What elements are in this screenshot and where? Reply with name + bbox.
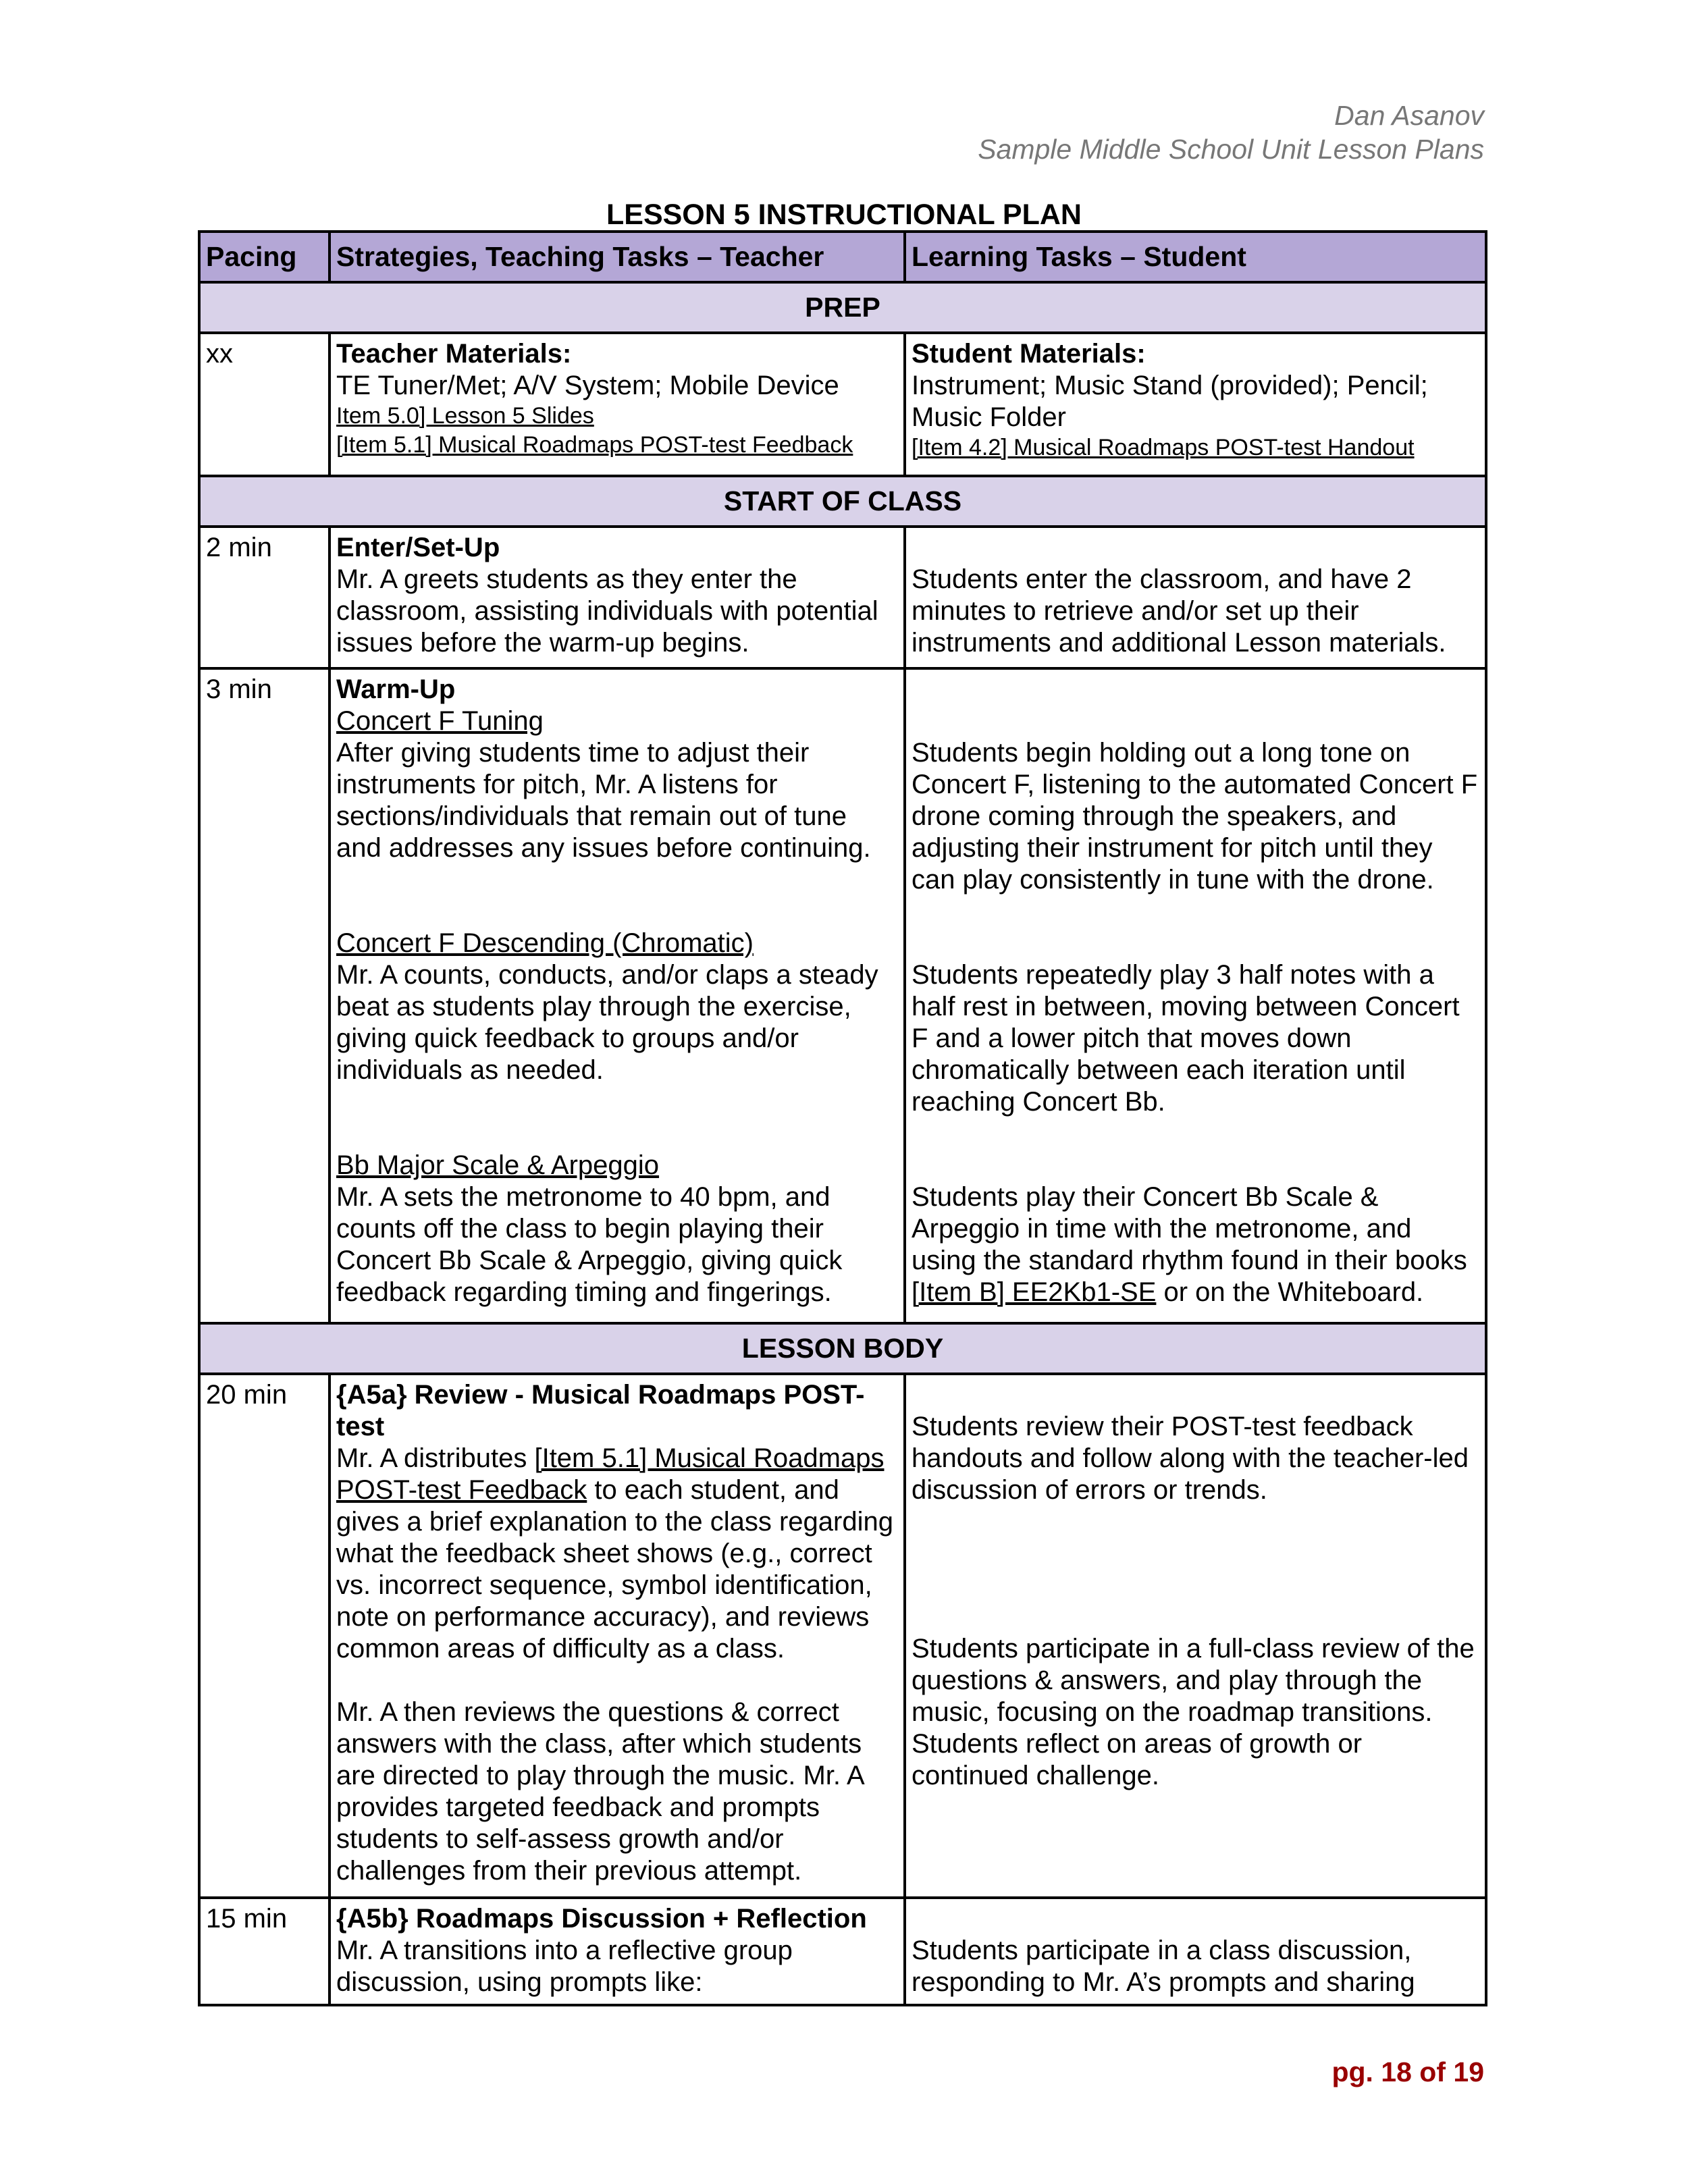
scale-arpeggio-title: Bb Major Scale & Arpeggio <box>336 1150 660 1180</box>
student-cell <box>905 333 1486 476</box>
review-heading: {A5a} Review - Musical Roadmaps POST-test <box>336 1380 865 1441</box>
table-row-enter <box>199 527 1486 668</box>
scale-student-text-start: Students play their Concert Bb Scale & Arpeggio in time with the metronome, and using the standard rhythm found in their books <box>912 1182 1467 1275</box>
tuning-student-text: Students begin holding out a long tone on Concert F, listening to the automated Concert F drone coming through the speakers, and adjusting their instrument for pitch until they can play consistently in tune with the drone. <box>912 738 1478 895</box>
column-header-teacher: Strategies, Teaching Tasks – Teacher <box>329 232 905 282</box>
student-cell <box>905 1374 1486 1898</box>
enter-setup-heading: Enter/Set-Up <box>336 533 500 562</box>
posttest-feedback-link[interactable]: [Item 5.1] Musical Roadmaps POST-test Feedback <box>336 432 853 458</box>
student-cell <box>905 668 1486 1323</box>
section-row-body <box>199 1323 1486 1374</box>
student-materials-heading: Student Materials: <box>912 339 1146 369</box>
page-header <box>978 99 1484 166</box>
table-row-review <box>199 1374 1486 1898</box>
review-student-text-2: Students participate in a full-class review of the questions & answers, and play through the music, focusing on the roadmap transitions. Students reflect on areas of growth or continued challenge. <box>912 1634 1475 1790</box>
section-row-start <box>199 476 1486 527</box>
teacher-cell <box>329 668 905 1323</box>
page-number: pg. 18 of 19 <box>1331 2056 1484 2087</box>
teacher-materials-list: TE Tuner/Met; A/V System; Mobile Device <box>336 371 839 400</box>
author-name: Dan Asanov <box>1334 100 1484 131</box>
student-materials-list: Instrument; Music Stand (provided); Pencil; Music Folder <box>912 371 1428 432</box>
section-label-prep: PREP <box>199 282 1486 333</box>
concert-f-tuning-title: Concert F Tuning <box>336 706 544 736</box>
discussion-heading: {A5b} Roadmaps Discussion + Reflection <box>336 1904 867 1934</box>
pacing-cell: 20 min <box>199 1374 329 1898</box>
lesson-title: LESSON 5 INSTRUCTIONAL PLAN <box>606 198 1082 231</box>
review-teacher-text-1 <box>336 1443 898 1665</box>
tuning-teacher-text: After giving students time to adjust their instruments for pitch, Mr. A listens for sections/individuals that remain out of tune and addresses any issues before continuing. <box>336 738 871 863</box>
scale-teacher-text: Mr. A sets the metronome to 40 bpm, and counts off the class to begin playing their Concert Bb Scale & Arpeggio, giving quick feedback regarding timing and fingerings. <box>336 1182 843 1307</box>
section-row-prep <box>199 282 1486 333</box>
posttest-handout-link[interactable]: [Item 4.2] Musical Roadmaps POST-test Handout <box>912 435 1415 460</box>
discussion-student-text: Students participate in a class discussion, responding to Mr. A’s prompts and sharing <box>912 1936 1415 1997</box>
pacing-cell: 3 min <box>199 668 329 1323</box>
posttest-feedback-inline-link[interactable]: [Item 5.1] Musical Roadmaps POST-test Feedback <box>336 1443 885 1505</box>
scale-student-text <box>912 1181 1479 1308</box>
pacing-cell: xx <box>199 333 329 476</box>
enter-teacher-text: Mr. A greets students as they enter the classroom, assisting individuals with potential issues before the warm-up begins. <box>336 564 878 658</box>
column-header-pacing: Pacing <box>199 232 329 282</box>
pacing-cell: 15 min <box>199 1898 329 2005</box>
discussion-teacher-text: Mr. A transitions into a reflective group discussion, using prompts like: <box>336 1936 793 1997</box>
warmup-heading: Warm-Up <box>336 674 456 704</box>
instructional-plan-table <box>198 230 1487 2006</box>
review-teacher-text-end: to each student, and gives a brief explanation to the class regarding what the feedback sheet shows (e.g., correct vs. incorrect sequence, symbol identification, note on performance accuracy), and reviews common areas of difficulty as a class. <box>336 1475 893 1663</box>
table-header-row <box>199 232 1486 282</box>
teacher-cell <box>329 333 905 476</box>
table-row-prep <box>199 333 1486 476</box>
review-teacher-text-start: Mr. A distributes <box>336 1443 535 1473</box>
section-label-start: START OF CLASS <box>199 476 1486 527</box>
teacher-materials-heading: Teacher Materials: <box>336 339 572 369</box>
scale-student-text-end: or on the Whiteboard. <box>1156 1277 1424 1307</box>
section-label-body: LESSON BODY <box>199 1323 1486 1374</box>
review-teacher-text-2: Mr. A then reviews the questions & correct answers with the class, after which students are directed to play through the music. Mr. A provides targeted feedback and prompts students to self-assess growth and/or challenges from their previous attempt. <box>336 1697 864 1886</box>
teacher-cell <box>329 1374 905 1898</box>
review-student-text-1: Students review their POST-test feedback handouts and follow along with the teacher-led discussion of errors or trends. <box>912 1412 1469 1505</box>
lesson-slides-link[interactable]: Item 5.0] Lesson 5 Slides <box>336 403 594 429</box>
chromatic-title: Concert F Descending (Chromatic) <box>336 928 754 958</box>
chromatic-student-text: Students repeatedly play 3 half notes with a half rest in between, moving between Concert F and a lower pitch that moves down chromatically between each iteration until reaching Concert Bb. <box>912 960 1460 1117</box>
student-cell <box>905 527 1486 668</box>
ee2kb1-link[interactable]: [Item B] EE2Kb1-SE <box>912 1277 1157 1307</box>
student-cell <box>905 1898 1486 2005</box>
chromatic-teacher-text: Mr. A counts, conducts, and/or claps a steady beat as students play through the exercise, giving quick feedback to groups and/or individuals as needed. <box>336 960 878 1085</box>
pacing-cell: 2 min <box>199 527 329 668</box>
enter-student-text: Students enter the classroom, and have 2 minutes to retrieve and/or set up their instruments and additional Lesson materials. <box>912 564 1446 658</box>
document-title: Sample Middle School Unit Lesson Plans <box>978 134 1484 165</box>
teacher-cell <box>329 1898 905 2005</box>
table-row-discussion <box>199 1898 1486 2005</box>
column-header-student: Learning Tasks – Student <box>905 232 1486 282</box>
teacher-cell <box>329 527 905 668</box>
table-row-warmup <box>199 668 1486 1323</box>
